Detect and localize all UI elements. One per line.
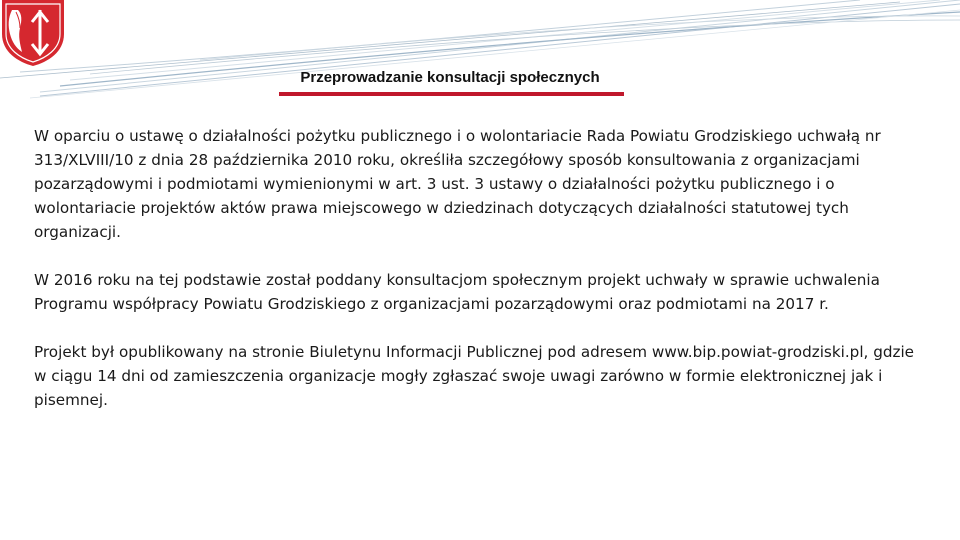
page-title: Przeprowadzanie konsultacji społecznych [300, 69, 600, 86]
paragraph-legal-basis: W oparciu o ustawę o działalności pożytku publicznego i o wolontariacie Rada Powiatu Grodziskiego uchwałą nr 313/XLVIII/10 z dnia 28 października 2010 roku, określiła szczegółowy sposób konsultowania z organizacjami pozarządowymi i podmiotami wymienionymi w art. 3 ust. 3 ustawy o działalności pożytku publicznego i o wolontariacie projektów aktów prawa miejscowego w dziedzinach dotyczących działalności statutowej tych organizacji. [34, 127, 881, 241]
paragraph-publication: Projekt był opublikowany na stronie Biuletynu Informacji Publicznej pod adresem www.bip.powiat-grodziski.pl, gdzie w ciągu 14 dni od zamieszczenia organizacje mogły zgłaszać swoje uwagi zarówno w formie elektronicznej jak i pisemnej. [34, 343, 915, 409]
title-underline [279, 92, 624, 96]
paragraph-consultation-2016: W 2016 roku na tej podstawie został poddany konsultacjom społecznym projekt uchwały w sprawie uchwalenia Programu współpracy Powiatu Grodziskiego z organizacjami pozarządowymi oraz podmiotami na 2017 r. [34, 271, 880, 313]
coat-of-arms-icon [0, 0, 66, 66]
main-content [34, 124, 930, 436]
